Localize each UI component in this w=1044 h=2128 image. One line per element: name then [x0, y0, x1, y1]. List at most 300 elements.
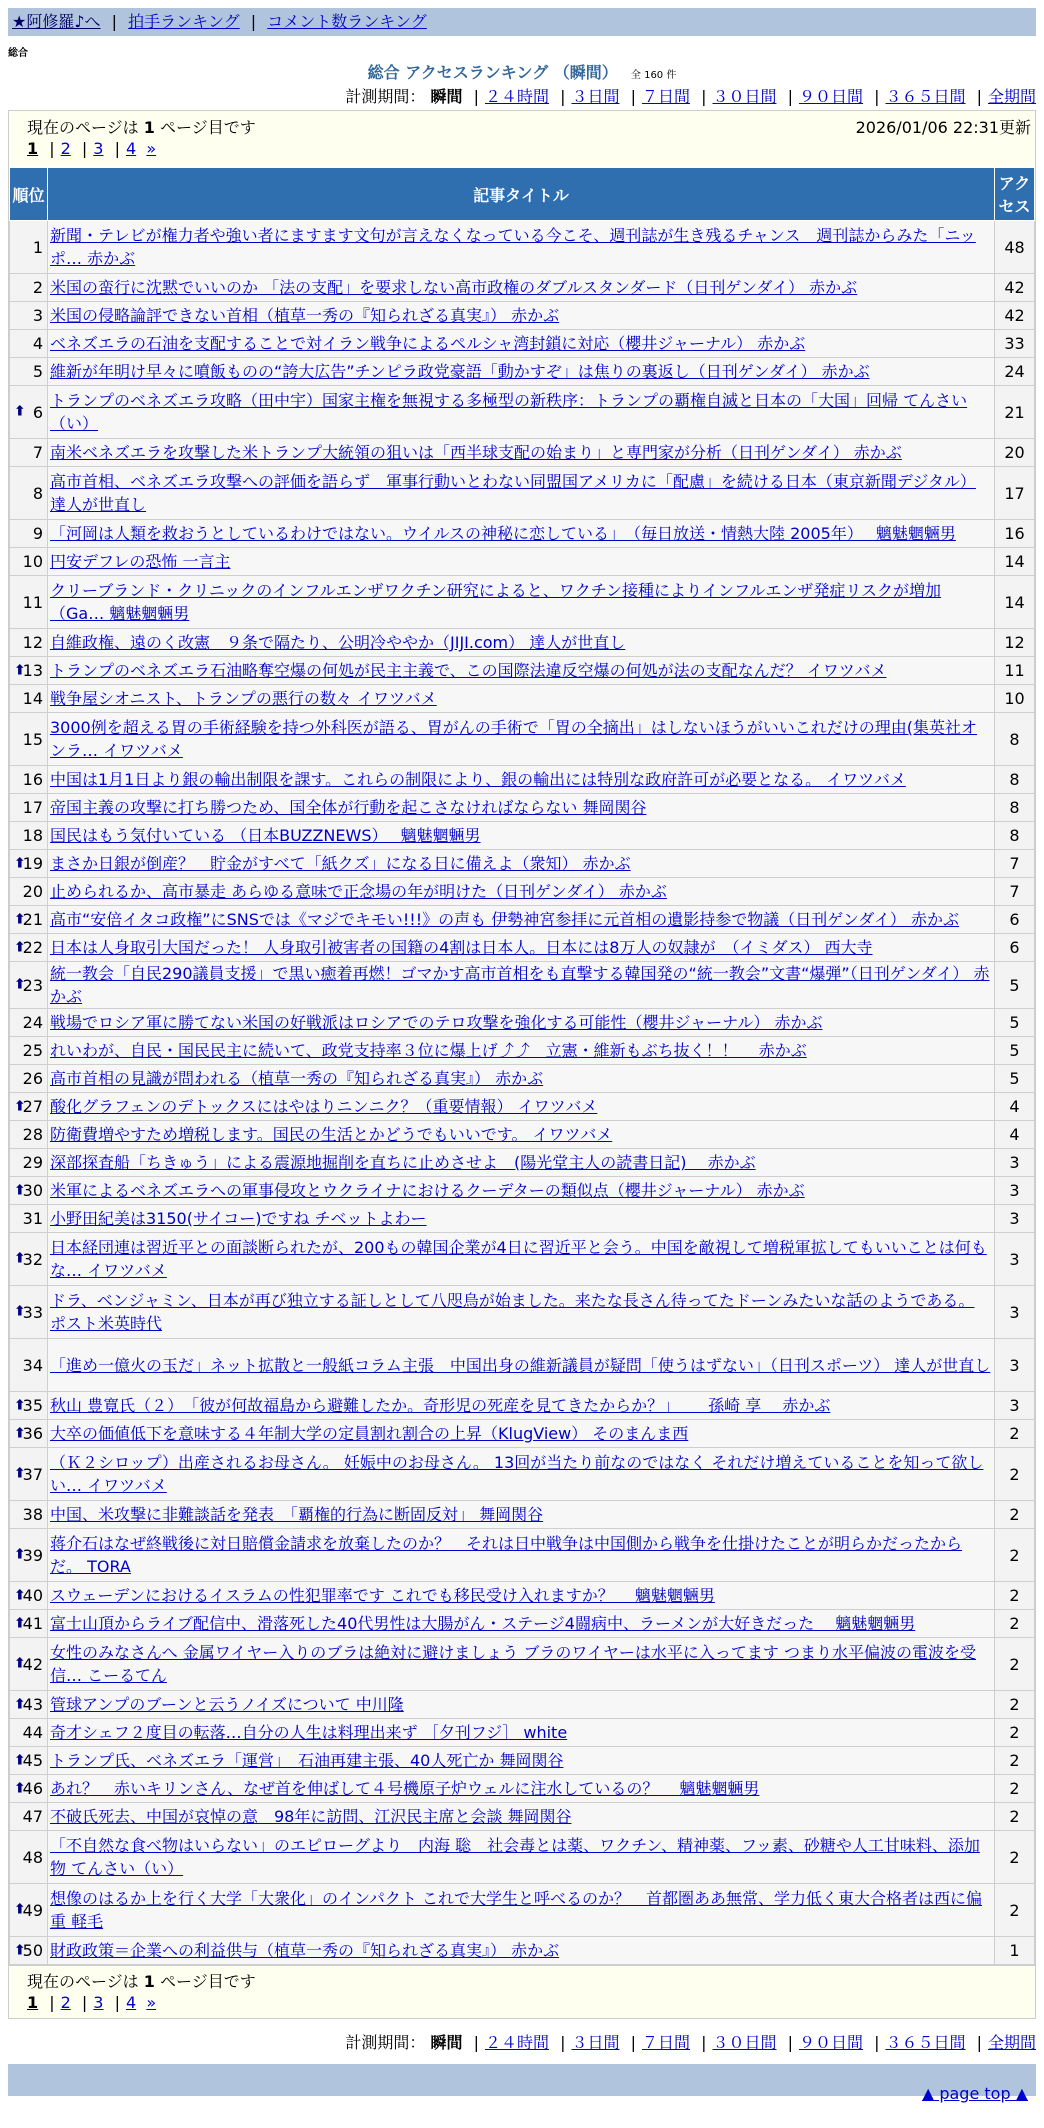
article-link[interactable]: 財政政策＝企業への利益供与（植草一秀の『知られざる真実』） 赤かぶ	[50, 1941, 560, 1960]
rank-cell	[10, 1037, 48, 1065]
rank-cell	[10, 1884, 48, 1937]
article-link[interactable]: 小野田紀美は3150(サイコー)ですね チベットよわー	[50, 1209, 427, 1228]
rank-up-arrow-icon: ⬆	[14, 1182, 26, 1198]
period-label: 計測期間：	[345, 2033, 426, 2052]
rank-number: 9	[32, 524, 43, 543]
table-row	[10, 1884, 1035, 1937]
rank-number: 6	[32, 402, 43, 422]
access-count: 5	[995, 962, 1035, 1009]
title-cell	[48, 439, 995, 467]
period-24h-link[interactable]: ２４時間	[484, 87, 549, 106]
rank-number: 29	[22, 1153, 43, 1172]
article-link[interactable]: 新聞・テレビが権力者や強い者にますます文句が言えなくなっている今こそ、週刊誌が生き残るチャンス 週刊誌からみた「ニッポ… 赤かぶ	[50, 226, 976, 268]
article-link[interactable]: 秋山 豊寛氏（２） 「彼が何故福島から避難したか。奇形児の死産を見てきたからか？」 孫崎 享 赤かぶ	[50, 1396, 831, 1415]
article-link[interactable]: 「河岡は人類を救おうとしているわけではない。ウイルスの神秘に恋している」 （毎日放送・情熱大陸 2005年） 魑魅魍魎男	[50, 524, 956, 543]
rank-up-arrow-icon: ⬆	[14, 1587, 26, 1603]
table-row	[10, 274, 1035, 302]
rank-cell	[10, 576, 48, 629]
table-row	[10, 713, 1035, 766]
table-row	[10, 766, 1035, 794]
table-row	[10, 1803, 1035, 1831]
article-link[interactable]: 「不自然な食べ物はいらない」のエピローグより 内海 聡 社会毒とは薬、ワクチン、精神薬、フッ素、砂糖や人工甘味料、添加物 てんさい（い）	[50, 1836, 980, 1878]
article-link[interactable]: 米国の侵略論評できない首相（植草一秀の『知られざる真実』） 赤かぶ	[50, 306, 560, 325]
page-top-link[interactable]: ▲ page top ▲	[921, 2084, 1028, 2103]
article-link[interactable]: 帝国主義の攻撃に打ち勝つため、国全体が行動を起こさなければならない 舞岡関谷	[50, 798, 647, 817]
rank-number: 40	[22, 1586, 43, 1605]
access-count: 3	[995, 1149, 1035, 1177]
access-count: 2	[995, 1638, 1035, 1691]
rank-cell	[10, 822, 48, 850]
article-link[interactable]: 高市“安倍イタコ政権”にSNSでは《マジでキモい!!!》の声も 伊勢神宮参拝に元首相の遺影持参で物議（日刊ゲンダイ） 赤かぶ	[50, 910, 959, 929]
period-90d-link[interactable]: ９０日間	[798, 87, 863, 106]
article-link[interactable]: 想像のはるか上を行く大学「大衆化」のインパクト これで大学生と呼べるのか？ 首都圏ああ無常、学力低く東大合格者は西に偏重 軽毛	[50, 1889, 982, 1931]
rank-up-arrow-icon: ⬆	[14, 403, 26, 420]
rank-cell	[10, 302, 48, 330]
table-header	[10, 168, 1035, 221]
table-row	[10, 1501, 1035, 1529]
home-link[interactable]: ★阿修羅♪へ	[12, 12, 101, 31]
article-link[interactable]: 日本は人身取引大国だった！ 人身取引被害者の国籍の4割は日本人。日本には8万人の奴隷が （イミダス） 西大寺	[50, 938, 873, 957]
pager-page-4[interactable]: 4	[125, 1993, 137, 2012]
title-cell	[48, 520, 995, 548]
rank-number: 39	[22, 1545, 43, 1565]
ranking-heading	[8, 60, 1036, 82]
title-cell	[48, 850, 995, 878]
pager-page-2[interactable]: 2	[60, 139, 71, 158]
period-90d-link[interactable]: ９０日間	[798, 2033, 863, 2052]
table-row	[10, 962, 1035, 1009]
pager-top: 1 | 2 | 3 | 4 »	[27, 139, 157, 158]
rank-cell	[10, 794, 48, 822]
period-30d-link[interactable]: ３０日間	[712, 2033, 777, 2052]
pager-bottom: 1 | 2 | 3 | 4 »	[27, 1993, 157, 2012]
article-link[interactable]: 日本経団連は習近平との面談断られたが、200もの韓国企業が4日に習近平と会う。中国を敵視して増税軍拡してもいいことは何もな… イワツバメ	[50, 1238, 987, 1280]
access-count: 8	[995, 713, 1035, 766]
title-cell	[48, 657, 995, 685]
access-count: 7	[995, 850, 1035, 878]
rank-cell	[10, 1448, 48, 1501]
title-cell	[48, 1775, 995, 1803]
rank-cell	[10, 1638, 48, 1691]
rank-number: 16	[22, 770, 43, 789]
article-link[interactable]: あれ？ 赤いキリンさん、なぜ首を伸ばして４号機原子炉ウェルに注水しているの？ 魑魅魍魎男	[50, 1779, 760, 1798]
table-row	[10, 794, 1035, 822]
rank-number: 19	[22, 854, 43, 873]
article-link[interactable]: 高市首相、ベネズエラ攻撃への評価を語らず 軍事行動いとわない同盟国アメリカに「配慮」を続ける日本（東京新聞デジタル） 達人が世直し	[50, 472, 976, 514]
period-all-link[interactable]: 全期間	[987, 2033, 1036, 2052]
article-link[interactable]: トランプ氏、ベネズエラ「運営」 石油再建主張、40人死亡か 舞岡関谷	[50, 1751, 564, 1770]
table-row	[10, 1233, 1035, 1286]
pager-page-3[interactable]: 3	[93, 1993, 104, 2012]
access-count: 2	[995, 1691, 1035, 1719]
rank-cell	[10, 1093, 48, 1121]
article-link[interactable]: ドラ、ベンジャミン、日本が再び独立する証しとして八咫烏が始ました。来たな長さん待ってたドーンみたいな話のようである。 ポスト米英時代	[50, 1291, 975, 1333]
article-link[interactable]: 蒋介石はなぜ終戦後に対日賠償金請求を放棄したのか？ それは日中戦争は中国側から戦争を仕掛けたことが明らかだったからだ。 TORA	[50, 1534, 963, 1576]
rank-number: 32	[22, 1249, 43, 1269]
rank-cell	[10, 1831, 48, 1884]
period-3d-link[interactable]: ３日間	[571, 87, 620, 106]
period-365d-link[interactable]: ３６５日間	[885, 87, 966, 106]
article-link[interactable]: 自維政権、遠のく改憲 ９条で隔たり、公明冷ややか（JIJI.com） 達人が世直し	[50, 633, 626, 652]
title-cell	[48, 386, 995, 439]
table-row	[10, 576, 1035, 629]
rank-up-arrow-icon: ⬆	[14, 1250, 26, 1267]
rank-cell	[10, 1121, 48, 1149]
title-cell	[48, 358, 995, 386]
title-cell	[48, 1392, 995, 1420]
article-link[interactable]: 管球アンプのブーンと云うノイズについて 中川隆	[50, 1695, 404, 1714]
rank-cell	[10, 850, 48, 878]
title-cell	[48, 1884, 995, 1937]
applause-ranking-link[interactable]: 拍手ランキング	[128, 12, 240, 31]
access-count: 2	[995, 1719, 1035, 1747]
access-count: 24	[995, 358, 1035, 386]
rank-number: 5	[32, 362, 43, 381]
access-count: 8	[995, 766, 1035, 794]
access-count: 14	[995, 548, 1035, 576]
table-row	[10, 1009, 1035, 1037]
title-cell	[48, 1747, 995, 1775]
title-cell	[48, 1037, 995, 1065]
period-selector-bottom: 計測期間： 瞬間 | ２４時間 | ３日間 | ７日間 | ３０日間 | ９０日間 | ３６５日間 | 全期間	[345, 2033, 1036, 2052]
title-cell	[48, 1286, 995, 1339]
access-count: 8	[995, 822, 1035, 850]
access-count: 5	[995, 1009, 1035, 1037]
rank-up-arrow-icon: ⬆	[14, 1425, 26, 1441]
pager-page-3[interactable]: 3	[93, 139, 104, 158]
rank-up-arrow-icon: ⬆	[14, 1655, 26, 1672]
access-count: 21	[995, 386, 1035, 439]
table-row	[10, 1037, 1035, 1065]
rank-cell	[10, 520, 48, 548]
rank-number: 48	[22, 1847, 43, 1867]
article-link[interactable]: クリーブランド・クリニックのインフルエンザワクチン研究によると、ワクチン接種によりインフルエンザ発症リスクが増加（Ga… 魑魅魍魎男	[50, 581, 942, 623]
title-cell	[48, 1009, 995, 1037]
access-count: 48	[995, 221, 1035, 274]
table-row	[10, 1638, 1035, 1691]
rank-up-arrow-icon: ⬆	[14, 1696, 26, 1712]
rank-number: 33	[22, 1302, 43, 1322]
title-cell	[48, 1448, 995, 1501]
table-row	[10, 850, 1035, 878]
ranking-panel	[8, 110, 1036, 2019]
category-label: 総合	[8, 48, 28, 59]
rank-up-arrow-icon: ⬆	[14, 976, 26, 993]
table-row	[10, 1339, 1035, 1392]
article-link[interactable]: 「進め一億火の玉だ」ネット拡散と一般紙コラム主張 中国出身の維新議員が疑問「使うはずない」（日刊スポーツ） 達人が世直し	[50, 1355, 991, 1375]
rank-cell	[10, 358, 48, 386]
table-row	[10, 330, 1035, 358]
title-cell	[48, 330, 995, 358]
title-cell	[48, 962, 995, 1009]
title-cell	[48, 1803, 995, 1831]
rank-cell	[10, 439, 48, 467]
rank-cell	[10, 878, 48, 906]
rank-number: 22	[22, 938, 43, 957]
rank-up-arrow-icon: ⬆	[14, 1546, 26, 1563]
rank-up-arrow-icon: ⬆	[14, 1303, 26, 1320]
rank-number: 24	[22, 1013, 43, 1032]
article-link[interactable]: 中国、米攻撃に非難談話を発表 「覇権的行為に断固反対」 舞岡関谷	[50, 1505, 544, 1524]
bottom-bar	[8, 2064, 1036, 2096]
title-cell	[48, 576, 995, 629]
table-row	[10, 221, 1035, 274]
access-count: 3	[995, 1286, 1035, 1339]
access-count: 6	[995, 906, 1035, 934]
top-nav-bar	[8, 8, 1036, 36]
rank-up-arrow-icon: ⬆	[14, 939, 26, 955]
rank-up-arrow-icon: ⬆	[14, 911, 26, 927]
table-row	[10, 1610, 1035, 1638]
rank-number: 8	[32, 483, 43, 503]
period-7d-link[interactable]: ７日間	[641, 2033, 690, 2052]
rank-up-arrow-icon: ⬆	[14, 1942, 26, 1958]
rank-number: 15	[22, 729, 43, 749]
table-row	[10, 1205, 1035, 1233]
period-label: 計測期間：	[345, 87, 426, 106]
access-count: 14	[995, 576, 1035, 629]
table-row	[10, 1747, 1035, 1775]
table-row	[10, 467, 1035, 520]
table-row	[10, 878, 1035, 906]
table-row	[10, 1149, 1035, 1177]
article-link[interactable]: トランプのベネズエラ攻略（田中宇）国家主権を無視する多極型の新秩序：トランプの覇権自滅と日本の「大国」回帰 てんさい（い）	[50, 391, 968, 433]
title-cell	[48, 822, 995, 850]
rank-number: 45	[22, 1751, 43, 1770]
period-3d-link[interactable]: ３日間	[571, 2033, 620, 2052]
table-row	[10, 1831, 1035, 1884]
rank-number: 31	[22, 1209, 43, 1228]
pager-page-4[interactable]: 4	[125, 139, 137, 158]
rank-number: 18	[22, 826, 43, 845]
article-link[interactable]: トランプのベネズエラ石油略奪空爆の何処が民主主義で、この国際法違反空爆の何処が法の支配なんだ？ イワツバメ	[50, 661, 887, 680]
rank-up-arrow-icon: ⬆	[14, 855, 26, 871]
article-link[interactable]: 国民はもう気付いている （日本BUZZNEWS） 魑魅魍魎男	[50, 826, 481, 845]
table-row	[10, 1177, 1035, 1205]
article-link[interactable]: 戦場でロシア軍に勝てない米国の好戦派はロシアでのテロ攻撃を強化する可能性（櫻井ジャーナル） 赤かぶ	[50, 1013, 823, 1032]
table-row	[10, 358, 1035, 386]
rank-cell	[10, 1747, 48, 1775]
access-count: 12	[995, 629, 1035, 657]
article-link[interactable]: 酸化グラフェンのデトックスにはやはりニンニク？（重要情報） イワツバメ	[50, 1097, 598, 1116]
title-cell	[48, 1501, 995, 1529]
rank-up-arrow-icon: ⬆	[14, 1465, 26, 1482]
ranking-count: 全 160 件	[630, 70, 677, 81]
article-link[interactable]: 防衛費増やすため増税します。国民の生活とかどうでもいいです。 イワツバメ	[50, 1125, 613, 1144]
rank-cell	[10, 386, 48, 439]
rank-up-arrow-icon: ⬆	[14, 1397, 26, 1413]
access-count: 2	[995, 1884, 1035, 1937]
rank-number: 27	[22, 1097, 43, 1116]
rank-cell	[10, 713, 48, 766]
article-link[interactable]: 米国の蛮行に沈黙でいいのか 「法の支配」を要求しない高市政権のダブルスタンダード（日刊ゲンダイ） 赤かぶ	[50, 278, 858, 297]
table-row	[10, 1719, 1035, 1747]
title-cell	[48, 906, 995, 934]
title-cell	[48, 302, 995, 330]
access-count: 4	[995, 1093, 1035, 1121]
rank-cell	[10, 1177, 48, 1205]
article-link[interactable]: 中国は1月1日より銀の輸出制限を課す。これらの制限により、銀の輸出には特別な政府許可が必要となる。 イワツバメ	[50, 770, 906, 789]
article-link[interactable]: 止められるか、高市暴走 あらゆる意味で正念場の年が明けた（日刊ゲンダイ） 赤かぶ	[50, 882, 667, 901]
article-link[interactable]: 富士山頂からライブ配信中、滑落死した40代男性は大腸がん・ステージ4闘病中、ラーメンが大好きだった 魑魅魍魎男	[50, 1614, 916, 1633]
article-link[interactable]: まさか日銀が倒産？ 貯金がすべて「紙クズ」になる日に備えよ（衆知） 赤かぶ	[50, 854, 631, 873]
column-rank: 順位	[10, 168, 48, 221]
comment-ranking-link[interactable]: コメント数ランキング	[267, 12, 427, 31]
ranking-table	[9, 167, 1035, 1965]
article-link[interactable]: ベネズエラの石油を支配することで対イラン戦争によるペルシャ湾封鎖に対応（櫻井ジャーナル） 赤かぶ	[50, 334, 806, 353]
period-365d-link[interactable]: ３６５日間	[885, 2033, 966, 2052]
rank-number: 1	[32, 237, 43, 257]
rank-number: 12	[22, 633, 43, 652]
rank-number: 49	[22, 1900, 43, 1920]
title-cell	[48, 1065, 995, 1093]
rank-up-arrow-icon: ⬆	[14, 1752, 26, 1768]
table-row	[10, 302, 1035, 330]
pager-next[interactable]: »	[146, 139, 157, 158]
rank-cell	[10, 1009, 48, 1037]
table-row	[10, 685, 1035, 713]
title-cell	[48, 629, 995, 657]
rank-cell	[10, 1937, 48, 1965]
article-link[interactable]: れいわが、自民・国民民主に続いて、政党支持率３位に爆上げ⤴⤴ 立憲・維新もぶち抜く！！ 赤かぶ	[50, 1041, 807, 1060]
access-count: 42	[995, 302, 1035, 330]
updated-timestamp: 2026/01/06 22:31更新	[855, 118, 1031, 137]
rank-cell	[10, 934, 48, 962]
rank-cell	[10, 1691, 48, 1719]
pager-current: 1	[27, 139, 39, 158]
article-link[interactable]: 大卒の価値低下を意味する４年制大学の定員割れ割合の上昇（KlugView） そのまんま西	[50, 1424, 689, 1443]
rank-number: 4	[32, 334, 43, 353]
rank-cell	[10, 1205, 48, 1233]
article-link[interactable]: 維新が年明け早々に噴飯ものの“誇大広告”チンピラ政党豪語「動かすぞ」は焦りの裏返し（日刊ゲンダイ） 赤かぶ	[50, 362, 870, 381]
title-cell	[48, 1233, 995, 1286]
table-row	[10, 906, 1035, 934]
rank-number: 46	[22, 1779, 43, 1798]
rank-cell	[10, 467, 48, 520]
rank-number: 10	[22, 552, 43, 571]
rank-cell	[10, 1286, 48, 1339]
title-cell	[48, 1149, 995, 1177]
nav-separator: |	[250, 12, 257, 31]
article-link[interactable]: 統一教会「自民290議員支援」で黒い癒着再燃！ゴマかす高市首相をも直撃する韓国発の“統一教会”文書“爆弾”（日刊ゲンダイ） 赤かぶ	[50, 964, 990, 1006]
access-count: 16	[995, 520, 1035, 548]
table-row	[10, 1121, 1035, 1149]
access-count: 3	[995, 1392, 1035, 1420]
access-count: 20	[995, 439, 1035, 467]
period-all-link[interactable]: 全期間	[987, 87, 1036, 106]
table-row	[10, 1392, 1035, 1420]
access-count: 11	[995, 657, 1035, 685]
title-cell	[48, 934, 995, 962]
rank-cell	[10, 962, 48, 1009]
rank-number: 47	[22, 1807, 43, 1826]
column-title: 記事タイトル	[48, 168, 995, 221]
article-link[interactable]: （Ｋ２シロップ）出産されるお母さん。 妊娠中のお母さん。 13回が当たり前なのではなく それだけ増えていることを知って欲しい… イワツバメ	[50, 1453, 984, 1495]
article-link[interactable]: 不破氏死去、中国が哀悼の意 98年に訪問、江沢民主席と会談 舞岡関谷	[50, 1807, 572, 1826]
access-count: 42	[995, 274, 1035, 302]
title-cell	[48, 1691, 995, 1719]
table-row	[10, 1937, 1035, 1965]
title-cell	[48, 794, 995, 822]
access-count: 2	[995, 1775, 1035, 1803]
access-count: 8	[995, 794, 1035, 822]
rank-up-arrow-icon: ⬆	[14, 662, 26, 678]
article-link[interactable]: 女性のみなさんへ 金属ワイヤー入りのブラは絶対に避けましょう ブラのワイヤーは水平に入ってます つまり水平偏波の電波を受信… こーるてん	[50, 1643, 976, 1685]
article-link[interactable]: スウェーデンにおけるイスラムの性犯罪率です これでも移民受け入れますか？ 魑魅魍魎男	[50, 1586, 715, 1605]
rank-up-arrow-icon: ⬆	[14, 1615, 26, 1631]
title-cell	[48, 1831, 995, 1884]
title-cell	[48, 713, 995, 766]
rank-cell	[10, 1392, 48, 1420]
period-30d-link[interactable]: ３０日間	[712, 87, 777, 106]
title-cell	[48, 1177, 995, 1205]
access-count: 3	[995, 1177, 1035, 1205]
title-cell	[48, 1121, 995, 1149]
access-count: 2	[995, 1448, 1035, 1501]
article-link[interactable]: 奇才シェフ２度目の転落…自分の人生は料理出来ず ［夕刊フジ］ white	[50, 1723, 568, 1742]
title-cell	[48, 1205, 995, 1233]
rank-number: 34	[22, 1355, 43, 1375]
access-count: 2	[995, 1831, 1035, 1884]
rank-cell	[10, 906, 48, 934]
rank-cell	[10, 1775, 48, 1803]
rank-number: 7	[32, 443, 43, 462]
access-count: 4	[995, 1121, 1035, 1149]
article-link[interactable]: 戦争屋シオニスト、トランプの悪行の数々 イワツバメ	[50, 689, 437, 708]
pager-next[interactable]: »	[146, 1993, 157, 2012]
article-link[interactable]: 円安デフレの恐怖 一言主	[50, 552, 231, 571]
rank-cell	[10, 1420, 48, 1448]
pager-page-2[interactable]: 2	[60, 1993, 71, 2012]
period-7d-link[interactable]: ７日間	[641, 87, 690, 106]
table-row	[10, 386, 1035, 439]
rank-number: 42	[22, 1654, 43, 1674]
access-count: 2	[995, 1582, 1035, 1610]
rank-cell	[10, 1233, 48, 1286]
article-link[interactable]: 高市首相の見識が問われる（植草一秀の『知られざる真実』） 赤かぶ	[50, 1069, 544, 1088]
access-count: 2	[995, 1420, 1035, 1448]
rank-cell	[10, 274, 48, 302]
rank-cell	[10, 1719, 48, 1747]
rank-number: 20	[22, 882, 43, 901]
rank-number: 30	[22, 1181, 43, 1200]
title-cell	[48, 1582, 995, 1610]
period-current: 瞬間	[430, 87, 463, 106]
rank-number: 17	[22, 798, 43, 817]
rank-up-arrow-icon: ⬆	[14, 1901, 26, 1918]
article-link[interactable]: 3000例を超える胃の手術経験を持つ外科医が語る、胃がんの手術で「胃の全摘出」はしないほうがいいこれだけの理由(集英社オンラ… イワツバメ	[50, 718, 977, 760]
table-row	[10, 1529, 1035, 1582]
period-current: 瞬間	[430, 2033, 463, 2052]
article-link[interactable]: 米軍によるベネズエラへの軍事侵攻とウクライナにおけるクーデターの類似点（櫻井ジャーナル） 赤かぶ	[50, 1181, 805, 1200]
table-row	[10, 1691, 1035, 1719]
article-link[interactable]: 南米ベネズエラを攻撃した米トランプ大統領の狙いは「西半球支配の始まり」と専門家が分析（日刊ゲンダイ） 赤かぶ	[50, 443, 902, 462]
rank-number: 41	[22, 1614, 43, 1633]
title-cell	[48, 221, 995, 274]
article-link[interactable]: 深部探査船「ちきゅう」による震源地掘削を直ちに止めさせよ (陽光堂主人の読書日記) 赤かぶ	[50, 1153, 756, 1172]
rank-number: 25	[22, 1041, 43, 1060]
column-access: アクセス	[995, 168, 1035, 221]
rank-cell	[10, 766, 48, 794]
ranking-rows	[10, 221, 1035, 1965]
period-24h-link[interactable]: ２４時間	[484, 2033, 549, 2052]
current-page-text: 現在のページは 1 ページ目です	[27, 118, 256, 137]
access-count: 10	[995, 685, 1035, 713]
title-cell	[48, 766, 995, 794]
table-row	[10, 1065, 1035, 1093]
access-count: 33	[995, 330, 1035, 358]
title-cell	[48, 1937, 995, 1965]
